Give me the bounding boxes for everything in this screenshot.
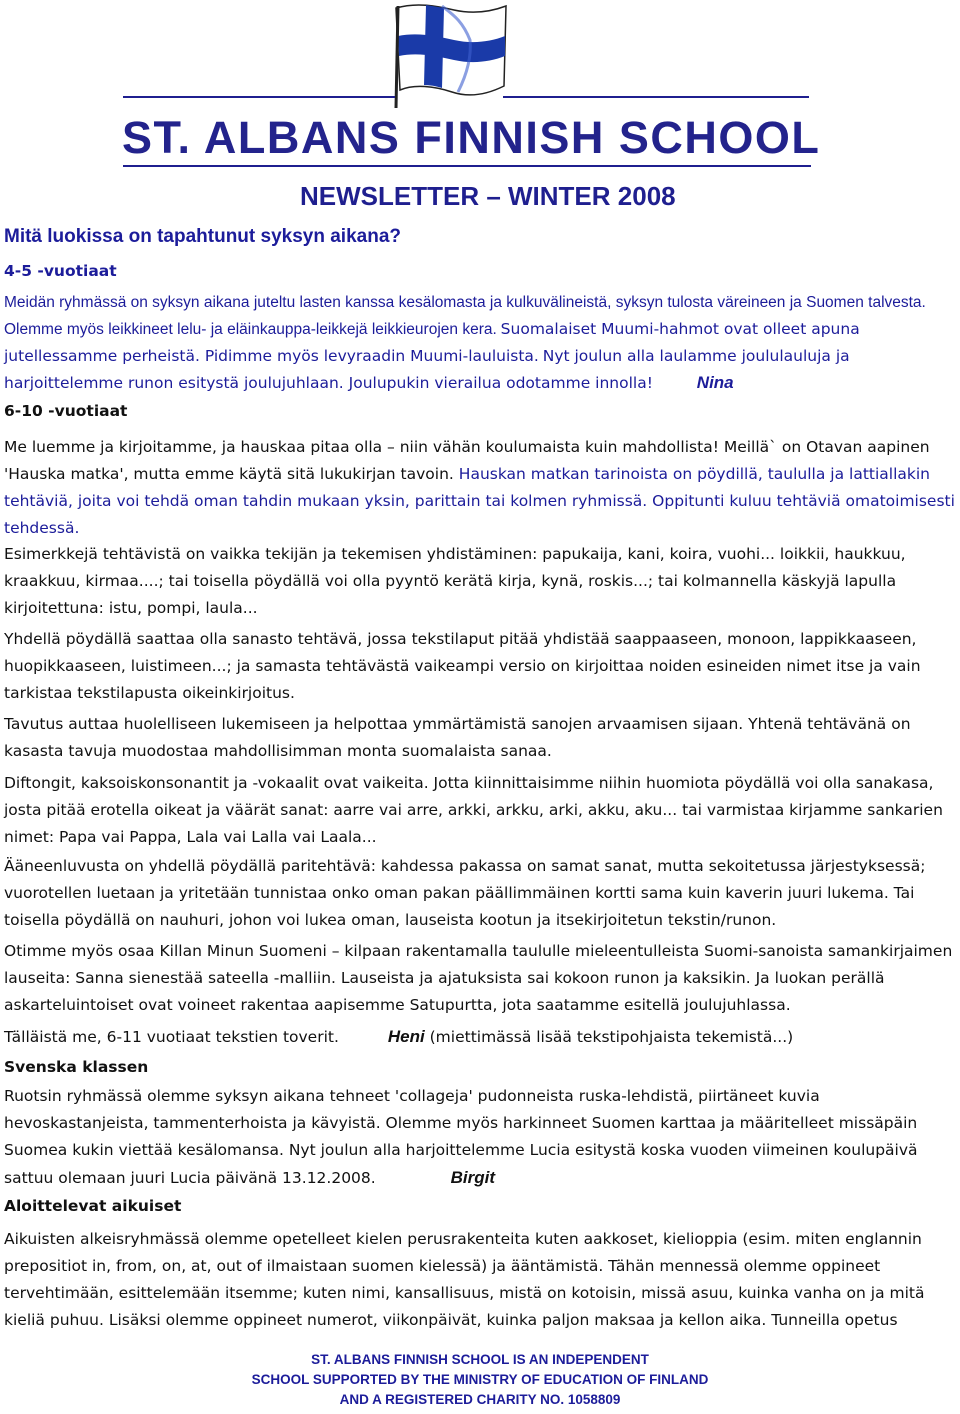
footer-line-1: ST. ALBANS FINNISH SCHOOL IS AN INDEPENDENT [311, 1352, 649, 1367]
section-heading-45: 4-5 -vuotiaat [4, 262, 117, 280]
section-adults-paragraph: Aikuisten alkeisryhmässä olemme opetelleet kielen perusrakenteita kuten aakkoset, kielioppia (esim. miten englannin prepositiot in, from, on, at, out of ilmaistaan suomen kielessä) ja ääntämistä. Tähän mennessä olemme oppineet tervehtimään, esittelemään itsemme; kuten nimi, kansallisuus, mistä on kotoisin, missä asuu, kuinka vanha on ja mitä kieliä puhuu. Lisäksi olemme oppineet numerot, viikonpäivät, kuinka paljon maksaa ja kellon aika. Tunneilla opetus [4, 1230, 925, 1329]
section-610-closing-note: (miettimässä lisää tekstipohjaista tekemistä...) [429, 1028, 794, 1046]
section-610-paragraph-4: Tavutus auttaa huolelliseen lukemiseen ja helpottaa ymmärtämistä sanojen arvaamisen sijaan. Yhtenä tehtävänä on kasasta tavuja muodostaa mahdollisimman monta suomalaista sanaa. [4, 715, 911, 760]
section-610-paragraph-2: Esimerkkejä tehtävistä on vaikka tekijän ja tekemisen yhdistäminen: papukaija, kani, koira, vuohi... loikkii, haukkuu, kraakkuu, kirmaa....; tai toisella pöydällä voi olla pyyntö kerätä kirja, kynä, roskis...; tai kolmannella käskyjä lapulla kirjoitettuna: istu, pompi, laula... [4, 545, 906, 617]
footer [0, 1350, 960, 1410]
main-heading: Mitä luokissa on tapahtunut syksyn aikana? [4, 226, 401, 247]
section-610-text-1: Me luemme ja kirjoitamme, ja hauskaa pitaa olla – niin vähän koulumaista kuin mahdollista! Meillä` on Otavan aapinen 'Hauska matka', mutta emme käytä sitä lukukirjan tavoin. [4, 438, 930, 483]
section-610-paragraph-5: Diftongit, kaksoiskonsonantit ja -vokaalit ovat vaikeita. Jotta kiinnittaisimme niihin huomiota pöydällä voi olla sanakasa, josta pitää erotella oikeat ja väärät sanat: aarre vai arre, arkki, arkku, arki, akku, aku... tai varmistaa kirjamme sankarien nimet: Papa vai Pappa, Lala vai Lalla vai Laala... [4, 774, 943, 846]
section-610-paragraph-6: Ääneenluvusta on yhdellä pöydällä paritehtävä: kahdessa pakassa on samat sanat, mutta sekoitetussa järjestyksessä; vuorotellen luetaan ja yritetään tunnistaa onko oman pakan päällimmäinen kortti sama kuin kaverin juuri lukema. Tai toisella pöydällä on nauhuri, johon voi lukea oman, lauseista kootun ja itsekirjoitetun tekstin/runon. [4, 857, 926, 929]
section-45-text-a: Meidän ryhmässä on syksyn aikana juteltu lasten kanssa kesälomasta ja kulkuvälineistä, syksyn tulosta väreineen ja Suomen talvesta. Olemme myös leikkineet lelu- ja eläinkauppa-leikkejä leikkieurojen kera. [4, 294, 926, 338]
section-heading-svenska: Svenska klassen [4, 1058, 149, 1076]
section-610-closing-text: Tälläistä me, 6-11 vuotiaat tekstien toverit. [4, 1028, 339, 1046]
header-rule-right [503, 96, 809, 98]
section-45-text-c: Nyt joulun alla laulamme joululauluja ja harjoittelemme runon esitystä joulujuhlaan. Joulupukin vierailua odotamme innolla! [4, 347, 850, 392]
footer-line-3: AND A REGISTERED CHARITY NO. 1058809 [339, 1392, 621, 1407]
footer-line-2: SCHOOL SUPPORTED BY THE MINISTRY OF EDUCATION OF FINLAND [251, 1372, 709, 1387]
section-heading-adults: Aloittelevat aikuiset [4, 1197, 182, 1215]
section-610-paragraph-1 [4, 434, 957, 542]
newsletter-subtitle: NEWSLETTER – WINTER 2008 [300, 181, 676, 211]
section-610-text-1b: Hauskan matkan tarinoista on pöydillä, taululla ja lattiallakin tehtäviä, joita voi tehdä oman tahdin mukaan yksin, parittain tai kolmen ryhmissä. Oppitunti kuluu tehtäviä omatoimisesti tehdessä. [4, 465, 955, 537]
section-45-text-b: Suomalaiset Muumi-hahmot ovat olleet apuna jutellessamme perheistä. Pidimme myös levyraadin Muumi-lauluista. [4, 320, 860, 365]
signature-nina: Nina [696, 373, 734, 392]
section-610-paragraph-3: Yhdellä pöydällä saattaa olla sanasto tehtävä, jossa tekstilaput pitää yhdistää saappaaseen, monoon, lappikkaaseen, huopikkaaseen, luistimeen...; ja samasta tehtävästä vaikeampi versio on kirjoittaa noiden esineiden nimet itse ja vain tarkistaa tekstilapusta oikeinkirjoitus. [4, 630, 921, 702]
school-title: ST. ALBANS FINNISH SCHOOL [122, 112, 821, 163]
section-svenska-paragraph [4, 1083, 957, 1192]
section-heading-610: 6-10 -vuotiaat [4, 402, 128, 420]
signature-heni: Heni [387, 1027, 425, 1046]
header-rule-left [123, 96, 395, 98]
section-45-paragraph [4, 290, 957, 397]
signature-birgit: Birgit [450, 1168, 496, 1187]
finnish-flag-icon [392, 0, 510, 110]
section-610-paragraph-7: Otimme myös osaa Killan Minun Suomeni – kilpaan rakentamalla taululle mieleentulleista Suomi-sanoista samankirjaimen lauseita: Sanna sienestää sateella -malliin. Lauseista ja ajatuksista sai kokoon runon ja kaksikin. Ja luokan perällä askarteluintoiset ovat voineet rakentaa aapisemme Satupurtta, jota saatamme esitellä joulujuhlassa. [4, 942, 953, 1014]
title-underline [123, 165, 811, 167]
section-610-closing [4, 1024, 957, 1050]
section-svenska-text: Ruotsin ryhmässä olemme syksyn aikana tehneet 'collageja' pudonneista ruska-lehdistä, piirtäneet kuvia hevoskastanjeista, tammenterhoista ja kävyistä. Olemme myös harkinneet Suomen karttaa ja määritelleet missäpäin Suomea kukin viettää kesälomansa. Nyt joulun alla harjoittelemme Lucia esitystä koska vuoden viimeinen koulupäivä sattuu olemaan juuri Lucia päivänä 13.12.2008. [4, 1087, 918, 1187]
